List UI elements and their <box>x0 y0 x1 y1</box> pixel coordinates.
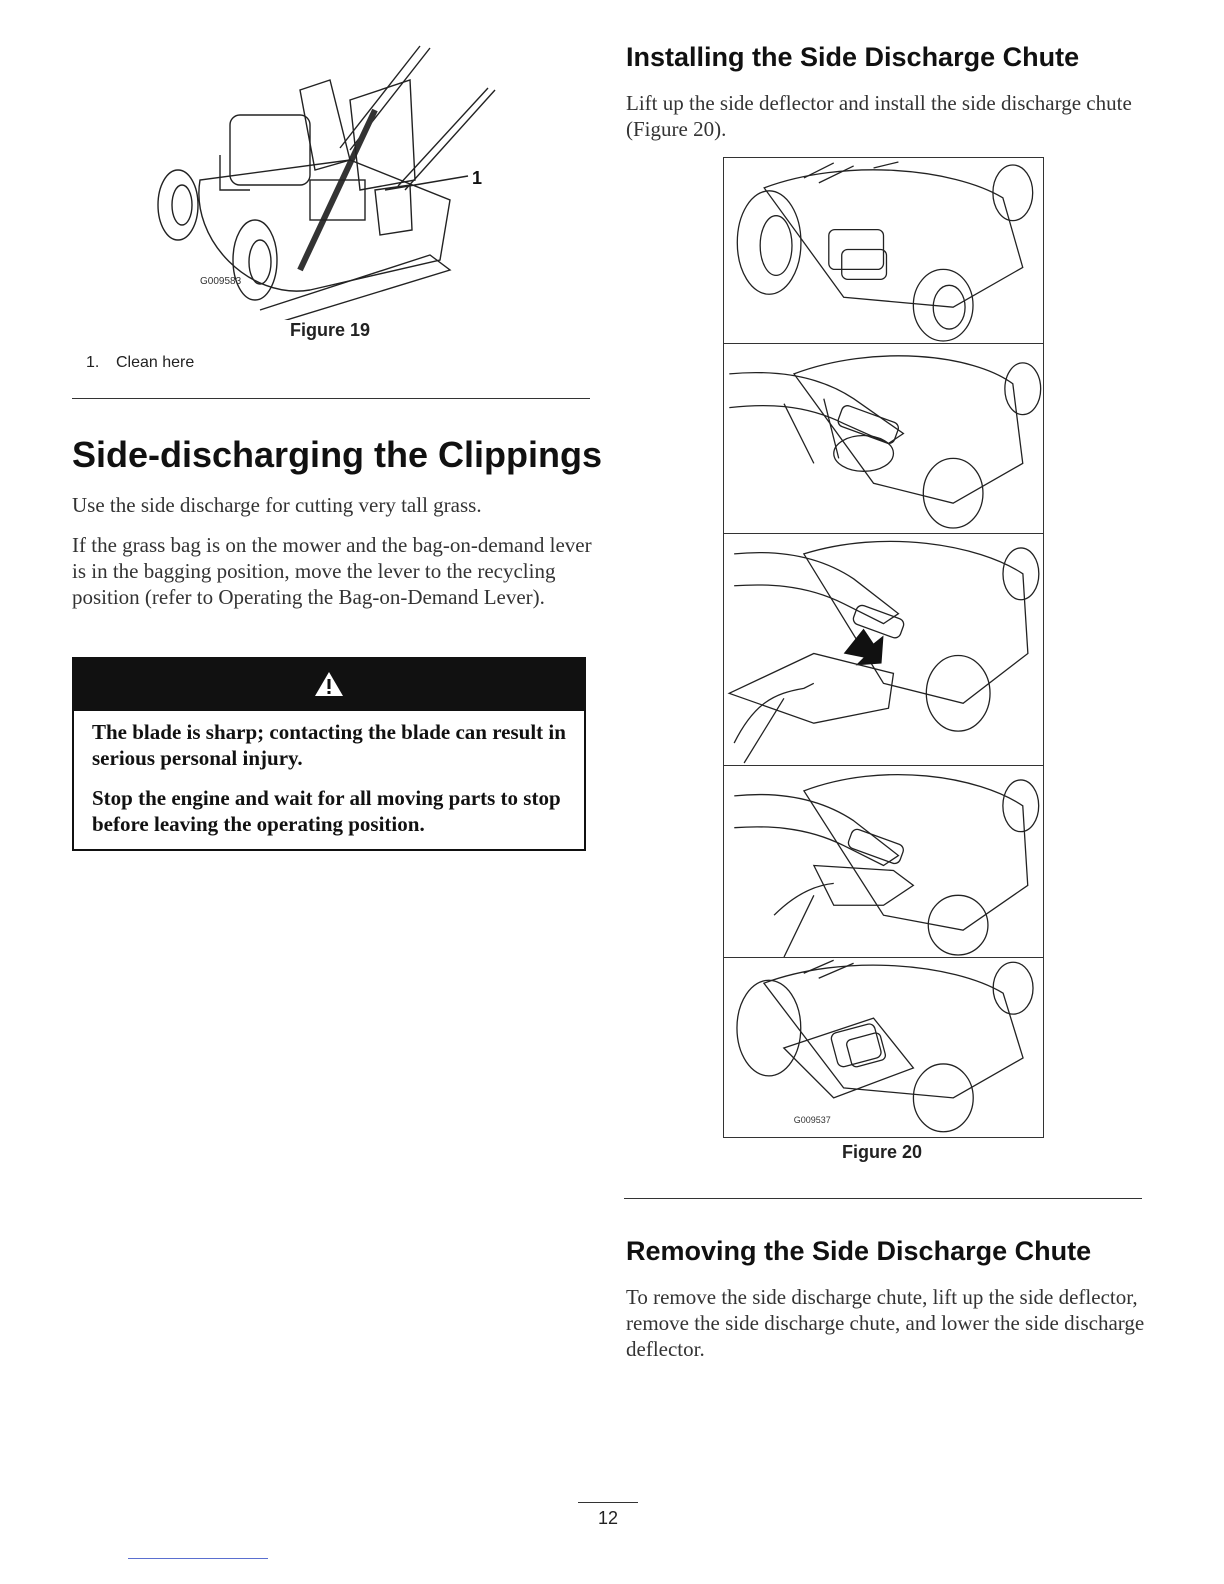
figure-20-code: G009537 <box>793 1114 831 1125</box>
legend-text: Clean here <box>116 354 195 371</box>
warning-triangle-icon <box>314 670 344 698</box>
body-paragraph: Use the side discharge for cutting very tall grass. <box>72 493 482 517</box>
figure-20-panel-5 <box>724 958 1043 1137</box>
figure-20-panel-2 <box>724 344 1043 534</box>
figure-19-callout: 1 <box>472 168 483 188</box>
figure-20-caption: Figure 20 <box>841 1142 923 1162</box>
figure-20-panel-1 <box>724 158 1043 344</box>
figure-19-code: G009583 <box>200 276 242 287</box>
warning-text: Stop the engine and wait for all moving parts to stop before leaving the operating position. <box>92 786 561 836</box>
figure-20-panel-3 <box>724 534 1043 766</box>
page-number-rule <box>578 1502 638 1503</box>
figure-19-illustration <box>150 40 500 320</box>
legend-number: 1. <box>86 354 100 371</box>
section-title-removing: Removing the Side Discharge Chute <box>626 1236 1092 1266</box>
figure-19-legend <box>86 354 194 372</box>
page-number: 12 <box>597 1508 619 1528</box>
section-divider <box>624 1198 1142 1199</box>
warning-text: The blade is sharp; contacting the blade can result in serious personal injury. <box>92 720 566 770</box>
body-paragraph: Lift up the side deflector and install the side discharge chute (Figure 20). <box>626 91 1132 141</box>
figure-20-panel-4 <box>724 766 1043 958</box>
body-paragraph: If the grass bag is on the mower and the bag-on-demand lever is in the bagging position, move the lever to the recycling position (refer to Operating the Bag-on-Demand Lever). <box>72 533 592 609</box>
section-title-side-discharging: Side-discharging the Clippings <box>72 434 603 475</box>
footer-line <box>128 1558 268 1559</box>
section-divider <box>72 398 590 399</box>
warning-header-bar <box>74 659 584 711</box>
warning-box <box>72 657 586 851</box>
figure-20-illustration <box>723 157 1044 1138</box>
figure-19-caption: Figure 19 <box>289 320 371 340</box>
body-paragraph: To remove the side discharge chute, lift up the side deflector, remove the side discharge chute, and lower the side discharge deflector. <box>626 1285 1145 1361</box>
section-title-installing: Installing the Side Discharge Chute <box>626 42 1080 72</box>
